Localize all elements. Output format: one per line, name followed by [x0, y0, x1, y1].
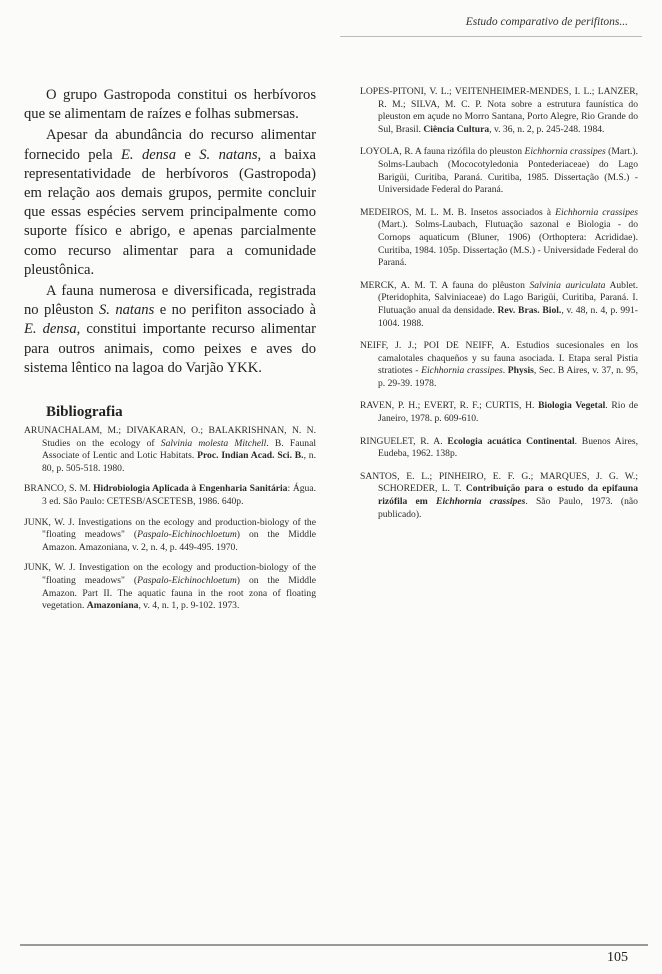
text-run: e [176, 146, 200, 163]
text-run: NEIFF, J. J.; POI DE NEIFF, A. Estudios sucesionales en los camalotales chaqueños y su fauna asociada. I. Etapa seral Pistia stratiotes - [360, 340, 638, 377]
text-run: Paspalo-Eichinochloetum [137, 574, 237, 586]
text-run: , constitui importante recurso alimentar para outros animais, como peixes e aves do sistema lêntico na lagoa do Varjão YKK. [24, 321, 316, 376]
text-run: , a baixa representatividade de herbívoros (Gastropoda) em relação aos demais grupos, permite concluir que essas espécies servem principalmente como suporte físico e abrigo, e apenas parcialmente como recurso alimentar para a comunidade pleustônica. [24, 146, 316, 278]
text-run: . [502, 365, 508, 377]
text-run: . Rio de Janeiro, 1978. p. 609-610. [378, 400, 638, 425]
left-column [24, 86, 316, 621]
text-run: RAVEN, P. H.; EVERT, R. F.; CURTIS, H. [360, 400, 539, 412]
text-run: RINGUELET, R. A. [360, 435, 448, 447]
reference-entry [24, 562, 316, 612]
text-run: e no perifiton associado à [154, 302, 316, 319]
text-run: . São Paulo, 1973. (não publicado). [378, 496, 638, 520]
text-run: Eichhornia crassipes [524, 146, 606, 158]
text-run: A fauna numerosa e diversificada, registrada no plêuston [24, 283, 316, 319]
reference-entry [360, 471, 638, 521]
reference-entry [360, 340, 638, 390]
reference-entry [360, 86, 638, 136]
bibliography-heading: Bibliografia [46, 404, 123, 421]
body-paragraph-2 [24, 126, 316, 280]
text-run: Hidrobiologia Aplicada à Engenharia Sanitária [93, 483, 288, 495]
text-run: O grupo Gastropoda constitui os herbívoros que se alimentam de raízes e folhas submersas. [24, 87, 316, 123]
text-run: ) on the Middle Amazon. Part II. The aquatic fauna in the root zona of floating vegetation. [42, 574, 316, 612]
reference-entry [360, 146, 638, 196]
text-run: Amazoniana [86, 600, 139, 612]
text-run: , Sec. B Aires, v. 37, n. 95, p. 29-39. 1978. [378, 365, 638, 389]
text-run: : Água. 3 ed. São Paulo: CETESB/ASCETESB, 1986. 640p. [42, 483, 316, 508]
text-run: (Mart.). Solms-Laubach (Mococotyledonia Pontederiaceae) do Lago Barigüi, Curitiba, Paraná. Curitiba, 1985. Dissertação (M.S.) - Universidade Federal do Paraná. [378, 146, 639, 196]
reference-entry [360, 436, 638, 461]
text-run: Contribuição para o estudo da epifauna rizófila em [378, 483, 638, 508]
text-run: ) on the Middle Amazon. Amazoniana, v. 2, n. 4, p. 449-495. 1970. [42, 529, 316, 553]
body-paragraph-1 [24, 86, 316, 124]
text-run: Salvinia auriculata [529, 279, 606, 291]
text-run: . B. Faunal Associate of Lentic and Lotic Habitats. [42, 437, 316, 462]
reference-entry [24, 517, 316, 555]
page-number: 105 [607, 950, 628, 965]
reference-entry [360, 207, 638, 270]
text-run: Paspalo-Eichinochloetum [137, 529, 237, 541]
text-run: ARUNACHALAM, M.; DIVAKARAN, O.; BALAKRISHNAN, N. N. Studies on the ecology of [24, 425, 316, 449]
text-run: S. natans [199, 146, 258, 163]
text-run: , v. 48, n. 4, p. 991-1004. 1988. [378, 304, 638, 329]
reference-entry [360, 400, 638, 425]
text-run: , v. 36, n. 2, p. 245-248. 1984. [489, 123, 605, 135]
text-run: E. densa [121, 146, 176, 163]
running-head: Estudo comparativo de perifitons... [465, 16, 628, 28]
bibliography-left-list [24, 425, 316, 613]
reference-entry [24, 425, 316, 475]
text-run: LOYOLA, R. A fauna rizófila do pleuston [360, 146, 525, 158]
text-run: Proc. Indian Acad. Sci. B. [197, 450, 304, 462]
text-run: SANTOS, E. L.; PINHEIRO, E. F. G.; MARQUES, J. G. W.; SCHOREDER, L. T. [360, 470, 638, 495]
text-run: Physis [507, 365, 534, 377]
text-run: Salvinia molesta Mitchell [160, 437, 267, 449]
reference-entry [24, 483, 316, 508]
text-run: Biologia Vegetal [538, 400, 606, 412]
text-run: BRANCO, S. M. [24, 483, 94, 495]
text-run: , v. 4, n. 1, p. 9-102. 1973. [138, 600, 240, 612]
text-run: S. natans [98, 302, 155, 319]
footer-rule [20, 944, 648, 946]
reference-entry [360, 280, 638, 330]
text-run: Ecologia acuática Continental [447, 435, 575, 447]
text-run: LOPES-PITONI, V. L.; VEITENHEIMER-MENDES, I. L.; LANZER, R. M.; SILVA, M. C. P. Nota sobre a estrutura faunística do pleuston em açude no Morro Santana, Porto Alegre, Rio Grande do Sul, Brasil. [360, 86, 638, 135]
text-run: , n. 80, p. 505-518. 1980. [42, 450, 316, 474]
text-run: Ciência Cultura [423, 123, 490, 135]
text-run: JUNK, W. J. Investigation on the ecology and production-biology of the "floating meadows" ( [24, 562, 316, 586]
text-run: JUNK, W. J. Investigations on the ecology and production-biology of the "floating meadows" ( [24, 516, 316, 541]
header-rule [340, 36, 642, 37]
bibliography-right-list [360, 86, 638, 521]
text-run: Apesar da abundância do recurso alimentar fornecido pela [24, 127, 316, 163]
text-run: MEDEIROS, M. L. M. B. Insetos associados à [360, 206, 556, 218]
text-run: MERCK, A. M. T. A fauna do plêuston [360, 279, 530, 291]
text-run: Rev. Bras. Biol. [497, 304, 562, 316]
text-run: (Mart.). Solms-Laubach, Flutuação sazonal e Biologia - do Cornops aquaticum (Bluner, 1906) (Orthoptera: Acrididae). Curitiba, 1984. 105p. Dissertação (M.S.) - Universidade Federal do Paraná. [378, 219, 638, 269]
text-run: Aublet. (Pteridophita, Salviniaceae) do Lago Barigüi, Curitiba, Paraná. I. Flutuação anual da densidade. [378, 279, 638, 316]
right-column [360, 86, 638, 531]
text-run: Eichhornia crassipes [555, 206, 638, 218]
text-run: E. densa [24, 321, 77, 338]
text-run: . Buenos Aires, Eudeba, 1962. 138p. [378, 435, 638, 460]
text-run: Eichhornia crassipes [421, 365, 503, 377]
body-paragraph-3 [24, 282, 316, 378]
text-run: Eichhornia crassipes [436, 496, 526, 508]
